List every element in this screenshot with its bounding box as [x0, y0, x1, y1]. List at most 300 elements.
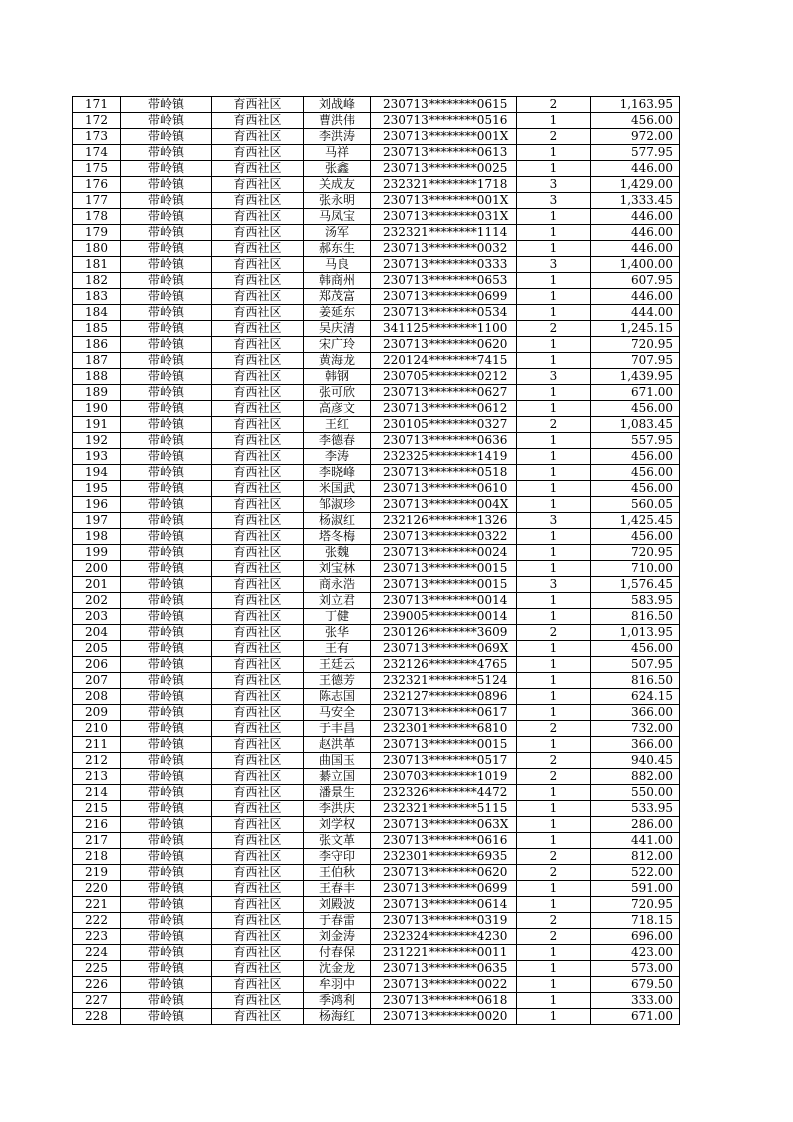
- table-row: [73, 705, 680, 721]
- table-row: [73, 689, 680, 705]
- household-size-cell: 1: [517, 641, 591, 657]
- id-number-cell: 230713********0613: [371, 145, 517, 161]
- town-cell: 带岭镇: [121, 241, 212, 257]
- town-cell: 带岭镇: [121, 305, 212, 321]
- id-number-cell: 230713********0025: [371, 161, 517, 177]
- table-row: [73, 529, 680, 545]
- household-size-cell: 1: [517, 113, 591, 129]
- community-cell: 育西社区: [212, 737, 304, 753]
- table-row: [73, 785, 680, 801]
- amount-cell: 456.00: [591, 401, 680, 417]
- table-row: [73, 881, 680, 897]
- household-size-cell: 2: [517, 769, 591, 785]
- name-cell: 王德芳: [304, 673, 371, 689]
- id-number-cell: 230713********0620: [371, 337, 517, 353]
- community-cell: 育西社区: [212, 577, 304, 593]
- amount-cell: 560.05: [591, 497, 680, 513]
- row-index: 194: [73, 465, 121, 481]
- town-cell: 带岭镇: [121, 337, 212, 353]
- community-cell: 育西社区: [212, 865, 304, 881]
- town-cell: 带岭镇: [121, 881, 212, 897]
- household-size-cell: 1: [517, 993, 591, 1009]
- row-index: 228: [73, 1009, 121, 1025]
- table-row: [73, 545, 680, 561]
- town-cell: 带岭镇: [121, 865, 212, 881]
- community-cell: 育西社区: [212, 593, 304, 609]
- amount-cell: 940.45: [591, 753, 680, 769]
- id-number-cell: 230713********0518: [371, 465, 517, 481]
- name-cell: 姜延东: [304, 305, 371, 321]
- amount-cell: 573.00: [591, 961, 680, 977]
- row-index: 179: [73, 225, 121, 241]
- name-cell: 韩钢: [304, 369, 371, 385]
- town-cell: 带岭镇: [121, 961, 212, 977]
- household-size-cell: 2: [517, 913, 591, 929]
- amount-cell: 1,083.45: [591, 417, 680, 433]
- id-number-cell: 230713********0627: [371, 385, 517, 401]
- name-cell: 刘金涛: [304, 929, 371, 945]
- amount-cell: 446.00: [591, 289, 680, 305]
- id-number-cell: 230713********0617: [371, 705, 517, 721]
- household-size-cell: 2: [517, 753, 591, 769]
- name-cell: 黄海龙: [304, 353, 371, 369]
- amount-cell: 456.00: [591, 641, 680, 657]
- table-row: [73, 1009, 680, 1025]
- id-number-cell: 230713********063X: [371, 817, 517, 833]
- row-index: 225: [73, 961, 121, 977]
- table-row: [73, 913, 680, 929]
- community-cell: 育西社区: [212, 801, 304, 817]
- town-cell: 带岭镇: [121, 481, 212, 497]
- community-cell: 育西社区: [212, 433, 304, 449]
- town-cell: 带岭镇: [121, 129, 212, 145]
- town-cell: 带岭镇: [121, 161, 212, 177]
- household-size-cell: 1: [517, 241, 591, 257]
- amount-cell: 707.95: [591, 353, 680, 369]
- table-row: [73, 769, 680, 785]
- row-index: 220: [73, 881, 121, 897]
- community-cell: 育西社区: [212, 193, 304, 209]
- community-cell: 育西社区: [212, 481, 304, 497]
- row-index: 180: [73, 241, 121, 257]
- household-size-cell: 2: [517, 849, 591, 865]
- household-size-cell: 3: [517, 577, 591, 593]
- table-row: [73, 737, 680, 753]
- row-index: 208: [73, 689, 121, 705]
- name-cell: 高彦文: [304, 401, 371, 417]
- household-size-cell: 1: [517, 145, 591, 161]
- community-cell: 育西社区: [212, 289, 304, 305]
- table-row: [73, 129, 680, 145]
- id-number-cell: 232126********4765: [371, 657, 517, 673]
- row-index: 216: [73, 817, 121, 833]
- household-size-cell: 1: [517, 961, 591, 977]
- town-cell: 带岭镇: [121, 657, 212, 673]
- community-cell: 育西社区: [212, 337, 304, 353]
- id-number-cell: 230713********0015: [371, 737, 517, 753]
- amount-cell: 456.00: [591, 113, 680, 129]
- amount-cell: 591.00: [591, 881, 680, 897]
- town-cell: 带岭镇: [121, 385, 212, 401]
- amount-cell: 720.95: [591, 337, 680, 353]
- community-cell: 育西社区: [212, 769, 304, 785]
- amount-cell: 423.00: [591, 945, 680, 961]
- name-cell: 马安全: [304, 705, 371, 721]
- table-row: [73, 865, 680, 881]
- community-cell: 育西社区: [212, 673, 304, 689]
- community-cell: 育西社区: [212, 913, 304, 929]
- community-cell: 育西社区: [212, 721, 304, 737]
- amount-cell: 366.00: [591, 737, 680, 753]
- id-number-cell: 230713********0615: [371, 97, 517, 113]
- household-size-cell: 1: [517, 689, 591, 705]
- row-index: 195: [73, 481, 121, 497]
- amount-cell: 444.00: [591, 305, 680, 321]
- community-cell: 育西社区: [212, 529, 304, 545]
- amount-cell: 366.00: [591, 705, 680, 721]
- id-number-cell: 232126********1326: [371, 513, 517, 529]
- table-row: [73, 593, 680, 609]
- name-cell: 綦立国: [304, 769, 371, 785]
- id-number-cell: 230713********0653: [371, 273, 517, 289]
- name-cell: 邹淑珍: [304, 497, 371, 513]
- amount-cell: 607.95: [591, 273, 680, 289]
- row-index: 199: [73, 545, 121, 561]
- table-row: [73, 577, 680, 593]
- row-index: 175: [73, 161, 121, 177]
- row-index: 223: [73, 929, 121, 945]
- id-number-cell: 230713********001X: [371, 193, 517, 209]
- row-index: 174: [73, 145, 121, 161]
- amount-cell: 441.00: [591, 833, 680, 849]
- amount-cell: 446.00: [591, 161, 680, 177]
- community-cell: 育西社区: [212, 849, 304, 865]
- id-number-cell: 230713********0015: [371, 577, 517, 593]
- amount-cell: 679.50: [591, 977, 680, 993]
- community-cell: 育西社区: [212, 465, 304, 481]
- amount-cell: 720.95: [591, 897, 680, 913]
- household-size-cell: 1: [517, 481, 591, 497]
- community-cell: 育西社区: [212, 417, 304, 433]
- row-index: 210: [73, 721, 121, 737]
- community-cell: 育西社区: [212, 113, 304, 129]
- name-cell: 马良: [304, 257, 371, 273]
- household-size-cell: 1: [517, 545, 591, 561]
- id-number-cell: 232301********6810: [371, 721, 517, 737]
- community-cell: 育西社区: [212, 1009, 304, 1025]
- row-index: 198: [73, 529, 121, 545]
- name-cell: 张可欣: [304, 385, 371, 401]
- id-number-cell: 230713********069X: [371, 641, 517, 657]
- row-index: 189: [73, 385, 121, 401]
- community-cell: 育西社区: [212, 129, 304, 145]
- town-cell: 带岭镇: [121, 289, 212, 305]
- id-number-cell: 230713********0032: [371, 241, 517, 257]
- row-index: 207: [73, 673, 121, 689]
- amount-cell: 671.00: [591, 385, 680, 401]
- row-index: 186: [73, 337, 121, 353]
- row-index: 177: [73, 193, 121, 209]
- name-cell: 沈金龙: [304, 961, 371, 977]
- household-size-cell: 1: [517, 593, 591, 609]
- name-cell: 韩商州: [304, 273, 371, 289]
- town-cell: 带岭镇: [121, 561, 212, 577]
- amount-cell: 286.00: [591, 817, 680, 833]
- id-number-cell: 230713********0620: [371, 865, 517, 881]
- amount-cell: 812.00: [591, 849, 680, 865]
- community-cell: 育西社区: [212, 225, 304, 241]
- town-cell: 带岭镇: [121, 977, 212, 993]
- row-index: 219: [73, 865, 121, 881]
- amount-cell: 816.50: [591, 609, 680, 625]
- household-size-cell: 1: [517, 737, 591, 753]
- household-size-cell: 1: [517, 401, 591, 417]
- town-cell: 带岭镇: [121, 273, 212, 289]
- row-index: 196: [73, 497, 121, 513]
- name-cell: 曲国玉: [304, 753, 371, 769]
- amount-cell: 557.95: [591, 433, 680, 449]
- row-index: 217: [73, 833, 121, 849]
- row-index: 187: [73, 353, 121, 369]
- table-row: [73, 257, 680, 273]
- amount-cell: 533.95: [591, 801, 680, 817]
- id-number-cell: 230713********0319: [371, 913, 517, 929]
- row-index: 178: [73, 209, 121, 225]
- id-number-cell: 230713********0616: [371, 833, 517, 849]
- row-index: 182: [73, 273, 121, 289]
- id-number-cell: 230713********0020: [371, 1009, 517, 1025]
- name-cell: 王春丰: [304, 881, 371, 897]
- town-cell: 带岭镇: [121, 625, 212, 641]
- table-row: [73, 161, 680, 177]
- amount-cell: 1,576.45: [591, 577, 680, 593]
- table-row: [73, 817, 680, 833]
- id-number-cell: 230713********0517: [371, 753, 517, 769]
- amount-cell: 446.00: [591, 209, 680, 225]
- id-number-cell: 230713********0015: [371, 561, 517, 577]
- household-size-cell: 2: [517, 929, 591, 945]
- id-number-cell: 230703********1019: [371, 769, 517, 785]
- amount-cell: 456.00: [591, 481, 680, 497]
- town-cell: 带岭镇: [121, 849, 212, 865]
- community-cell: 育西社区: [212, 545, 304, 561]
- table-row: [73, 417, 680, 433]
- id-number-cell: 232321********5115: [371, 801, 517, 817]
- row-index: 203: [73, 609, 121, 625]
- name-cell: 赵洪革: [304, 737, 371, 753]
- table-row: [73, 209, 680, 225]
- id-number-cell: 230713********0610: [371, 481, 517, 497]
- name-cell: 张魏: [304, 545, 371, 561]
- table-row: [73, 513, 680, 529]
- row-index: 227: [73, 993, 121, 1009]
- town-cell: 带岭镇: [121, 609, 212, 625]
- community-cell: 育西社区: [212, 993, 304, 1009]
- table-row: [73, 177, 680, 193]
- household-size-cell: 1: [517, 225, 591, 241]
- community-cell: 育西社区: [212, 881, 304, 897]
- community-cell: 育西社区: [212, 657, 304, 673]
- name-cell: 陈志国: [304, 689, 371, 705]
- town-cell: 带岭镇: [121, 433, 212, 449]
- household-size-cell: 1: [517, 337, 591, 353]
- table-row: [73, 321, 680, 337]
- community-cell: 育西社区: [212, 929, 304, 945]
- amount-cell: 333.00: [591, 993, 680, 1009]
- household-size-cell: 1: [517, 273, 591, 289]
- row-index: 215: [73, 801, 121, 817]
- table-row: [73, 449, 680, 465]
- community-cell: 育西社区: [212, 641, 304, 657]
- community-cell: 育西社区: [212, 817, 304, 833]
- town-cell: 带岭镇: [121, 993, 212, 1009]
- amount-cell: 446.00: [591, 241, 680, 257]
- table-row: [73, 977, 680, 993]
- town-cell: 带岭镇: [121, 769, 212, 785]
- id-number-cell: 230713********0612: [371, 401, 517, 417]
- amount-cell: 732.00: [591, 721, 680, 737]
- id-number-cell: 232321********1718: [371, 177, 517, 193]
- table-row: [73, 833, 680, 849]
- table-row: [73, 465, 680, 481]
- row-index: 202: [73, 593, 121, 609]
- household-size-cell: 1: [517, 305, 591, 321]
- id-number-cell: 230713********004X: [371, 497, 517, 513]
- id-number-cell: 230713********0024: [371, 545, 517, 561]
- household-size-cell: 1: [517, 705, 591, 721]
- town-cell: 带岭镇: [121, 353, 212, 369]
- row-index: 204: [73, 625, 121, 641]
- name-cell: 杨淑红: [304, 513, 371, 529]
- household-size-cell: 1: [517, 289, 591, 305]
- amount-cell: 816.50: [591, 673, 680, 689]
- row-index: 193: [73, 449, 121, 465]
- name-cell: 马凤宝: [304, 209, 371, 225]
- name-cell: 张永明: [304, 193, 371, 209]
- town-cell: 带岭镇: [121, 97, 212, 113]
- household-size-cell: 1: [517, 465, 591, 481]
- community-cell: 育西社区: [212, 705, 304, 721]
- row-index: 197: [73, 513, 121, 529]
- table-row: [73, 609, 680, 625]
- table-body: [73, 97, 680, 1025]
- table-row: [73, 929, 680, 945]
- community-cell: 育西社区: [212, 353, 304, 369]
- community-cell: 育西社区: [212, 305, 304, 321]
- town-cell: 带岭镇: [121, 513, 212, 529]
- table-row: [73, 721, 680, 737]
- table-row: [73, 145, 680, 161]
- town-cell: 带岭镇: [121, 673, 212, 689]
- name-cell: 李洪涛: [304, 129, 371, 145]
- id-number-cell: 232301********6935: [371, 849, 517, 865]
- household-size-cell: 2: [517, 865, 591, 881]
- amount-cell: 1,439.95: [591, 369, 680, 385]
- table-row: [73, 241, 680, 257]
- row-index: 183: [73, 289, 121, 305]
- community-cell: 育西社区: [212, 385, 304, 401]
- table-row: [73, 337, 680, 353]
- row-index: 214: [73, 785, 121, 801]
- id-number-cell: 230713********0618: [371, 993, 517, 1009]
- town-cell: 带岭镇: [121, 705, 212, 721]
- town-cell: 带岭镇: [121, 449, 212, 465]
- household-size-cell: 1: [517, 897, 591, 913]
- name-cell: 刘殿波: [304, 897, 371, 913]
- table-row: [73, 753, 680, 769]
- row-index: 172: [73, 113, 121, 129]
- amount-cell: 1,400.00: [591, 257, 680, 273]
- town-cell: 带岭镇: [121, 545, 212, 561]
- household-size-cell: 1: [517, 881, 591, 897]
- row-index: 211: [73, 737, 121, 753]
- household-size-cell: 3: [517, 257, 591, 273]
- table-row: [73, 401, 680, 417]
- household-size-cell: 3: [517, 369, 591, 385]
- household-size-cell: 1: [517, 785, 591, 801]
- town-cell: 带岭镇: [121, 689, 212, 705]
- id-number-cell: 230126********3609: [371, 625, 517, 641]
- table-row: [73, 801, 680, 817]
- name-cell: 马祥: [304, 145, 371, 161]
- town-cell: 带岭镇: [121, 721, 212, 737]
- community-cell: 育西社区: [212, 625, 304, 641]
- table-row: [73, 97, 680, 113]
- household-size-cell: 3: [517, 177, 591, 193]
- name-cell: 张文革: [304, 833, 371, 849]
- amount-cell: 1,013.95: [591, 625, 680, 641]
- row-index: 173: [73, 129, 121, 145]
- household-size-cell: 1: [517, 817, 591, 833]
- row-index: 212: [73, 753, 121, 769]
- household-size-cell: 1: [517, 657, 591, 673]
- data-table: [72, 96, 680, 1025]
- row-index: 188: [73, 369, 121, 385]
- household-size-cell: 1: [517, 385, 591, 401]
- name-cell: 李洪庆: [304, 801, 371, 817]
- amount-cell: 972.00: [591, 129, 680, 145]
- town-cell: 带岭镇: [121, 737, 212, 753]
- household-size-cell: 1: [517, 561, 591, 577]
- town-cell: 带岭镇: [121, 529, 212, 545]
- id-number-cell: 230713********0636: [371, 433, 517, 449]
- community-cell: 育西社区: [212, 177, 304, 193]
- household-size-cell: 1: [517, 945, 591, 961]
- name-cell: 季鸿利: [304, 993, 371, 1009]
- table-row: [73, 433, 680, 449]
- town-cell: 带岭镇: [121, 113, 212, 129]
- amount-cell: 882.00: [591, 769, 680, 785]
- row-index: 184: [73, 305, 121, 321]
- row-index: 222: [73, 913, 121, 929]
- amount-cell: 720.95: [591, 545, 680, 561]
- town-cell: 带岭镇: [121, 577, 212, 593]
- name-cell: 丁健: [304, 609, 371, 625]
- name-cell: 刘宝林: [304, 561, 371, 577]
- id-number-cell: 232324********4230: [371, 929, 517, 945]
- table-row: [73, 849, 680, 865]
- row-index: 181: [73, 257, 121, 273]
- table-row: [73, 353, 680, 369]
- name-cell: 刘立君: [304, 593, 371, 609]
- name-cell: 曹洪伟: [304, 113, 371, 129]
- id-number-cell: 230713********0614: [371, 897, 517, 913]
- row-index: 213: [73, 769, 121, 785]
- community-cell: 育西社区: [212, 97, 304, 113]
- id-number-cell: 230713********0699: [371, 289, 517, 305]
- name-cell: 宋广玲: [304, 337, 371, 353]
- table-row: [73, 993, 680, 1009]
